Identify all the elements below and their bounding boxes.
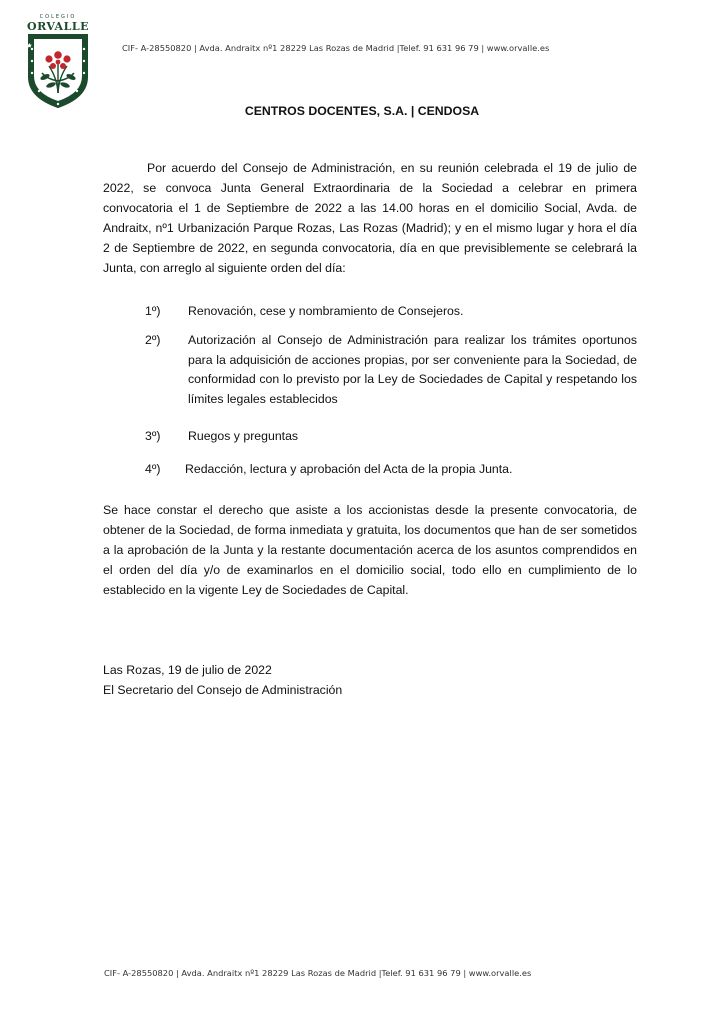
school-logo xyxy=(26,14,90,110)
signature-role: El Secretario del Consejo de Administración xyxy=(103,683,343,697)
logo-small-text: COLEGIO xyxy=(39,14,77,20)
logo-name: ORVALLE xyxy=(27,20,89,33)
header-contact-info: CIF- A-28550820 | Avda. Andraitx nº1 28229 Las Rozas de Madrid |Telef. 91 631 96 79 | www.orvalle.es xyxy=(122,43,550,53)
agenda-item-number: 1º) xyxy=(145,304,161,318)
agenda-item-text: Ruegos y preguntas xyxy=(188,429,299,443)
agenda-item-number: 4º) xyxy=(145,462,161,476)
document-title: CENTROS DOCENTES, S.A. | CENDOSA xyxy=(244,104,480,118)
agenda-item-number: 2º) xyxy=(145,333,161,347)
agenda-item-text: Autorización al Consejo de Administración para realizar los trámites oportunos para la adquisición de acciones propias, por ser conveniente para la Sociedad, de conformidad con lo previsto por la Ley de Sociedades de Capital y respetando los límites legales establecidos xyxy=(188,333,637,406)
agenda-item-number: 3º) xyxy=(145,429,161,443)
crest-shield-icon xyxy=(27,33,89,109)
agenda-item-text: Renovación, cese y nombramiento de Consejeros. xyxy=(188,304,464,318)
rights-paragraph: Se hace constar el derecho que asiste a los accionistas desde la presente convocatoria, de obtener de la Sociedad, de forma inmediata y gratuita, los documentos que han de ser sometidos a la aprobación de la Junta y la restante documentación acerca de los asuntos comprendidos en el orden del día y/o de examinarlos en el domicilio social, todo ello en cumplimiento de lo establecido en la vigente Ley de Sociedades de Capital. xyxy=(103,503,637,597)
footer-contact-info: CIF- A-28550820 | Avda. Andraitx nº1 28229 Las Rozas de Madrid |Telef. 91 631 96 79 | www.orvalle.es xyxy=(104,968,532,978)
signature-place-date: Las Rozas, 19 de julio de 2022 xyxy=(103,663,272,677)
agenda-item-text: Redacción, lectura y aprobación del Acta de la propia Junta. xyxy=(185,462,513,476)
convocation-paragraph: Por acuerdo del Consejo de Administración, en su reunión celebrada el 19 de julio de 2022, se convoca Junta General Extraordinaria de la Sociedad a celebrar en primera convocatoria el 1 de Septiembre de 2022 a las 14.00 horas en el domicilio Social, Avda. de Andraitx, nº1 Urbanización Parque Rozas, Las Rozas (Madrid); y en el mismo lugar y hora el día 2 de Septiembre de 2022, en segunda convocatoria, día en que previsiblemente se celebrará la Junta, con arreglo al siguiente orden del día: xyxy=(103,161,637,275)
